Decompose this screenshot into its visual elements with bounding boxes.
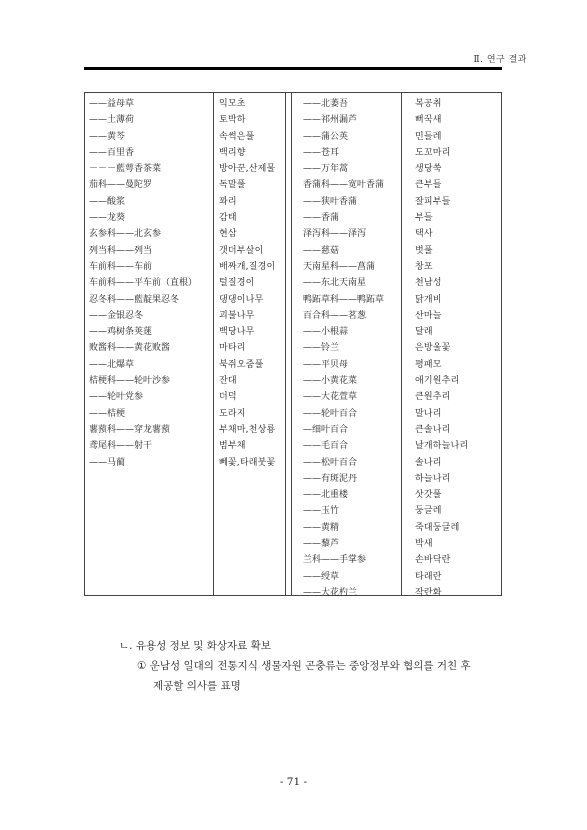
scientific-name-cell: ——藜芦 — [303, 539, 340, 550]
korean-name-cell: 토박하 — [219, 115, 246, 126]
header-rule — [84, 67, 502, 70]
scientific-name-cell: 香蒲科——宽叶香蒲 — [303, 180, 385, 191]
korean-name-cell: 산마늘 — [415, 310, 442, 321]
scientific-name-cell: 泽泻科——泽泻 — [303, 229, 367, 240]
korean-name-cell: 큰원추리 — [415, 392, 451, 403]
korean-name-cell: 큰부들 — [415, 180, 442, 191]
korean-name-cell: 뻐꾹새 — [415, 115, 442, 126]
scientific-name-cell: ——酸浆 — [89, 196, 126, 207]
korean-name-cell: 부채마,천상룡 — [219, 424, 276, 435]
korean-name-cell: 둥글레 — [415, 506, 442, 517]
korean-name-cell: 속썩은풀 — [219, 131, 255, 142]
scientific-name-cell: 茄科——曼陀罗 — [89, 180, 153, 191]
korean-name-cell: 더덕 — [219, 392, 237, 403]
scientific-name-cell: ——鸡树条荚蒾 — [89, 327, 153, 338]
scientific-name-cell: ——狭叶香蒲 — [303, 196, 358, 207]
korean-name-cell: 삿갓풀 — [415, 490, 442, 501]
list-item-1-continuation: 제공할 의사를 표명 — [153, 680, 241, 692]
scientific-name-cell: ——小根蒜 — [303, 327, 349, 338]
scientific-name-cell: ——蒲公英 — [303, 131, 349, 142]
left-korean-column — [219, 96, 283, 471]
scientific-name-cell: ——桔梗 — [89, 408, 126, 419]
scientific-name-cell: ——轮叶党参 — [89, 392, 144, 403]
scientific-name-cell: ——慈菇 — [303, 245, 340, 256]
scientific-name-cell: ——小黄花菜 — [303, 376, 358, 387]
korean-name-cell: 타래란 — [415, 571, 442, 582]
korean-name-cell: 손바닥란 — [415, 555, 451, 566]
korean-name-cell: 댕댕이나무 — [219, 294, 264, 305]
scientific-name-cell: ——百里香 — [89, 147, 135, 158]
scientific-name-cell: 天南星科——菖蒲 — [303, 261, 376, 272]
scientific-name-cell: ——香蒲 — [303, 213, 340, 224]
left-scientific-column — [89, 96, 211, 471]
korean-name-cell: 부들 — [415, 213, 433, 224]
korean-name-cell: 잔대 — [219, 376, 237, 387]
scientific-name-cell: ——龙葵 — [89, 213, 126, 224]
korean-name-cell: 큰솔나리 — [415, 424, 451, 435]
scientific-name-cell: ——毛百合 — [303, 441, 349, 452]
scientific-name-cell: 败酱科——黄花败酱 — [89, 343, 171, 354]
korean-name-cell: 마타리 — [219, 343, 246, 354]
scientific-name-cell: ——金银忍冬 — [89, 310, 144, 321]
page-number: - 71 - — [279, 776, 308, 788]
scientific-name-cell: ——土薄荷 — [89, 115, 135, 126]
korean-name-cell: 닭개비 — [415, 294, 442, 305]
scientific-name-cell: ——铃兰 — [303, 343, 340, 354]
korean-name-cell: 백당나무 — [219, 327, 255, 338]
korean-name-cell: 백리향 — [219, 147, 246, 158]
plant-species-table — [84, 92, 502, 596]
korean-name-cell: 달래 — [415, 327, 433, 338]
table-divider — [285, 93, 286, 595]
korean-name-cell: 말나리 — [415, 408, 442, 419]
scientific-name-cell: ——益母草 — [89, 99, 135, 109]
korean-name-cell: 하늘나리 — [415, 473, 451, 484]
korean-name-cell: 은방울꽃 — [415, 343, 451, 354]
table-divider — [291, 93, 292, 595]
scientific-name-cell: ——北萎吾 — [303, 99, 349, 109]
korean-name-cell: 익모초 — [219, 99, 246, 109]
scientific-name-cell: 百合科——茗葱 — [303, 310, 367, 321]
scientific-name-cell: ——马蔺 — [89, 457, 126, 468]
scientific-name-cell: 玄参科——北玄参 — [89, 229, 162, 240]
scientific-name-cell: －－－藍萼香茶菜 — [89, 164, 162, 175]
scientific-name-cell: ——北重楼 — [303, 490, 349, 501]
scientific-name-cell: 桔梗科——轮叶沙参 — [89, 376, 171, 387]
scientific-name-cell: 鸢尾科——射干 — [89, 441, 153, 452]
korean-name-cell: 생당쑥 — [415, 164, 442, 175]
scientific-name-cell: ——东北天南星 — [303, 278, 367, 289]
scientific-name-cell: ——松叶百合 — [303, 457, 358, 468]
scientific-name-cell: ——玉竹 — [303, 506, 340, 517]
korean-name-cell: 독말풀 — [219, 180, 246, 191]
korean-name-cell: 애기원추리 — [415, 376, 460, 387]
scientific-name-cell: 鸭跖草科——鸭跖草 — [303, 294, 385, 305]
scientific-name-cell: ——黄精 — [303, 522, 340, 533]
korean-name-cell: 잘피부들 — [415, 196, 451, 207]
scientific-name-cell: ——绶草 — [303, 571, 340, 582]
scientific-name-cell: ——平贝母 — [303, 359, 349, 370]
scientific-name-cell: ——黄芩 — [89, 131, 126, 142]
korean-name-cell: 평패모 — [415, 359, 442, 370]
korean-name-cell: 민들레 — [415, 131, 442, 142]
korean-name-cell: 배짜개,질경이 — [219, 261, 276, 272]
right-korean-column — [415, 96, 501, 601]
running-header: Ⅱ. 연구 결과 — [473, 55, 527, 65]
scientific-name-cell: 车前科——平车前（直根） — [89, 278, 198, 289]
korean-name-cell: 꽈리 — [219, 196, 237, 207]
scientific-name-cell: 忍冬科——藍靛果忍冬 — [89, 294, 180, 305]
scientific-name-cell: ——苍耳 — [303, 147, 340, 158]
scientific-name-cell: ——大花萱草 — [303, 392, 358, 403]
korean-name-cell: 범부채 — [219, 441, 246, 452]
korean-name-cell: 작란화 — [415, 587, 442, 598]
right-scientific-column — [303, 96, 399, 601]
korean-name-cell: 도라지 — [219, 408, 246, 419]
korean-name-cell: 현삼 — [219, 229, 237, 240]
table-divider — [213, 93, 214, 595]
list-item-1: ① 운남성 일대의 전통지식 생물자원 곤충류는 중앙정부와 협의를 거친 후 — [137, 660, 471, 672]
korean-name-cell: 죽대둥글레 — [415, 522, 460, 533]
korean-name-cell: 뻬꽃,타래붓꽃 — [219, 457, 276, 468]
korean-name-cell: 복공취 — [415, 99, 442, 109]
korean-name-cell: 북쥐오줌풀 — [219, 359, 264, 370]
korean-name-cell: 감태 — [219, 213, 237, 224]
scientific-name-cell: ——大花杓兰 — [303, 587, 358, 598]
korean-name-cell: 택사 — [415, 229, 433, 240]
korean-name-cell: 솔나리 — [415, 457, 442, 468]
korean-name-cell: 창포 — [415, 261, 433, 272]
scientific-name-cell: —细叶百合 — [303, 424, 349, 435]
korean-name-cell: 천남성 — [415, 278, 442, 289]
korean-name-cell: 도꼬마리 — [415, 147, 451, 158]
scientific-name-cell: 车前科——车前 — [89, 261, 153, 272]
korean-name-cell: 벗풀 — [415, 245, 433, 256]
scientific-name-cell: ——万年蒿 — [303, 164, 349, 175]
scientific-name-cell: ——轮叶百合 — [303, 408, 358, 419]
scientific-name-cell: 兰科——手掌参 — [303, 555, 367, 566]
korean-name-cell: 방아꾼,산제물 — [219, 164, 276, 175]
scientific-name-cell: ——祁州漏芦 — [303, 115, 358, 126]
section-heading: ㄴ. 유용성 정보 및 화상자료 확보 — [119, 640, 271, 652]
table-divider — [401, 93, 402, 595]
korean-name-cell: 갯더부살이 — [219, 245, 264, 256]
scientific-name-cell: ——北爆草 — [89, 359, 135, 370]
korean-name-cell: 털질경이 — [219, 278, 255, 289]
korean-name-cell: 날개하늘나리 — [415, 441, 469, 452]
scientific-name-cell: 列当科——列当 — [89, 245, 153, 256]
scientific-name-cell: 薯蓣科——穿龙薯蓣 — [89, 424, 171, 435]
scientific-name-cell: ——有斑泥丹 — [303, 473, 358, 484]
korean-name-cell: 박새 — [415, 539, 433, 550]
korean-name-cell: 괴불나무 — [219, 310, 255, 321]
